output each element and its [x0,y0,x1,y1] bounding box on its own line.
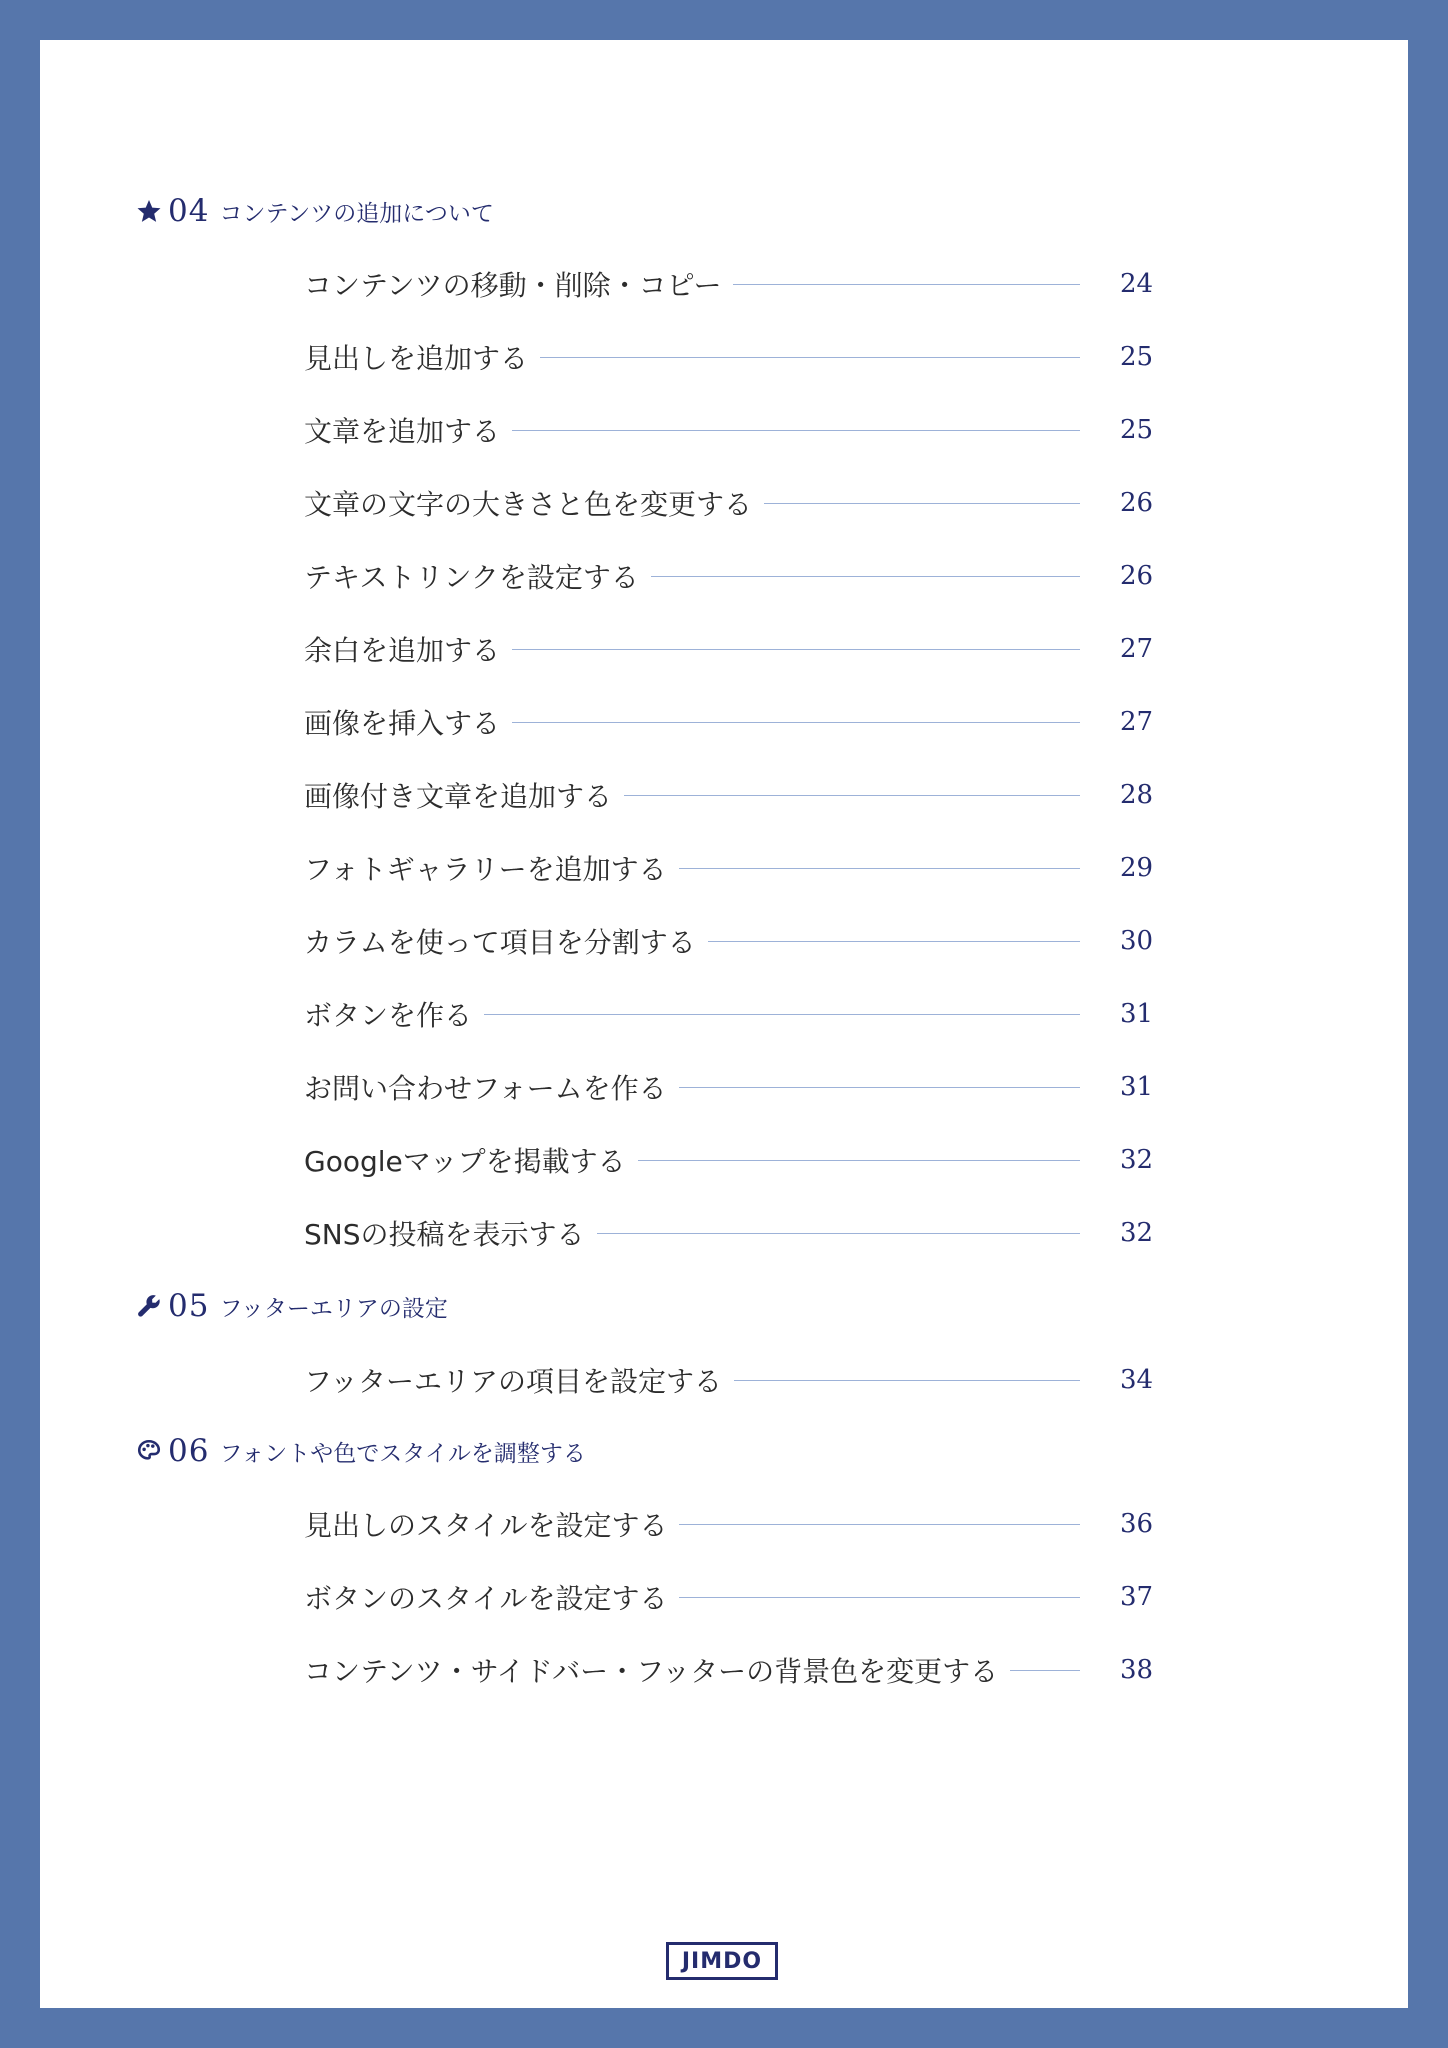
toc-entry[interactable] [304,1358,1184,1402]
entry-title: 文章を追加する [304,415,501,448]
leader-line [597,1233,1081,1234]
toc-entry[interactable] [304,1575,1184,1619]
entry-page-number: 27 [1120,707,1154,737]
entry-page-number: 25 [1120,342,1154,372]
toc-entry[interactable] [304,335,1184,379]
toc-entry[interactable] [304,919,1184,963]
entry-page-number: 26 [1120,561,1154,591]
toc-entry[interactable] [304,481,1184,525]
entry-page-number: 32 [1120,1218,1154,1248]
toc-entry[interactable] [304,992,1184,1036]
entry-title: SNSの投稿を表示する [304,1218,585,1251]
toc-entry[interactable] [304,554,1184,598]
entry-page-number: 28 [1120,780,1154,810]
entry-page-number: 29 [1120,853,1154,883]
leader-line [624,795,1080,796]
entry-title: 文章の文字の大きさと色を変更する [304,488,753,521]
entry-title: コンテンツ・サイドバー・フッターの背景色を変更する [304,1655,999,1688]
entry-title: 余白を追加する [304,634,501,667]
toc-entry[interactable] [304,773,1184,817]
entry-title: お問い合わせフォームを作る [304,1072,667,1105]
leader-line [1010,1670,1080,1671]
entry-title: 見出しを追加する [304,342,529,375]
entry-page-number: 32 [1120,1145,1154,1175]
entry-title: ボタンのスタイルを設定する [304,1582,668,1615]
toc-entry[interactable] [304,262,1184,306]
section-number: 04 [168,193,210,229]
entry-page-number: 37 [1120,1582,1154,1612]
leader-line [512,430,1080,431]
leader-line [708,941,1080,942]
leader-line [679,1597,1080,1598]
entry-title: ボタンを作る [304,999,473,1032]
section-number: 06 [168,1433,210,1469]
leader-line [651,576,1080,577]
section-title: フォントや色でスタイルを調整する [219,1440,586,1467]
section-number: 05 [168,1288,210,1324]
leader-line [734,1380,1080,1381]
toc-entry[interactable] [304,700,1184,744]
toc-entry[interactable] [304,627,1184,671]
leader-line [638,1160,1080,1161]
palette-icon [136,1438,162,1464]
leader-line [679,1524,1080,1525]
leader-line [484,1014,1080,1015]
toc-entry[interactable] [304,1502,1184,1546]
jimdo-logo: JIMDO [666,1942,778,1980]
toc-entry[interactable] [304,1065,1184,1109]
entry-page-number: 31 [1120,999,1154,1029]
entry-page-number: 27 [1120,634,1154,664]
leader-line [540,357,1080,358]
entry-title: フッターエリアの項目を設定する [304,1365,723,1398]
toc-entry[interactable] [304,408,1184,452]
entry-title: 画像付き文章を追加する [304,780,613,813]
entry-title: テキストリンクを設定する [304,561,639,594]
entry-page-number: 26 [1120,488,1154,518]
section-heading-06 [136,1433,586,1469]
section-heading-04 [136,193,494,229]
entry-title: 画像を挿入する [304,707,501,740]
section-title: フッターエリアの設定 [219,1295,448,1322]
toc-entry[interactable] [304,1138,1184,1182]
wrench-icon [136,1293,162,1319]
star-icon [136,198,162,224]
entry-title: カラムを使って項目を分割する [304,926,696,959]
entry-page-number: 24 [1120,269,1154,299]
section-title: コンテンツの追加について [219,200,494,227]
page [40,40,1408,2008]
entry-title: コンテンツの移動・削除・コピー [304,269,722,302]
entry-page-number: 25 [1120,415,1154,445]
leader-line [512,722,1080,723]
leader-line [764,503,1080,504]
entry-title: フォトギャラリーを追加する [304,853,667,886]
section-heading-05 [136,1288,448,1324]
entry-page-number: 31 [1120,1072,1154,1102]
entry-page-number: 30 [1120,926,1154,956]
leader-line [733,284,1080,285]
entry-title: Googleマップを掲載する [304,1145,626,1178]
leader-line [679,1087,1080,1088]
entry-page-number: 36 [1120,1509,1154,1539]
toc-entry[interactable] [304,846,1184,890]
leader-line [679,868,1080,869]
toc-entry[interactable] [304,1648,1184,1692]
entry-title: 見出しのスタイルを設定する [304,1509,668,1542]
leader-line [512,649,1080,650]
toc-entry[interactable] [304,1211,1184,1255]
entry-page-number: 34 [1120,1365,1154,1395]
entry-page-number: 38 [1120,1655,1154,1685]
